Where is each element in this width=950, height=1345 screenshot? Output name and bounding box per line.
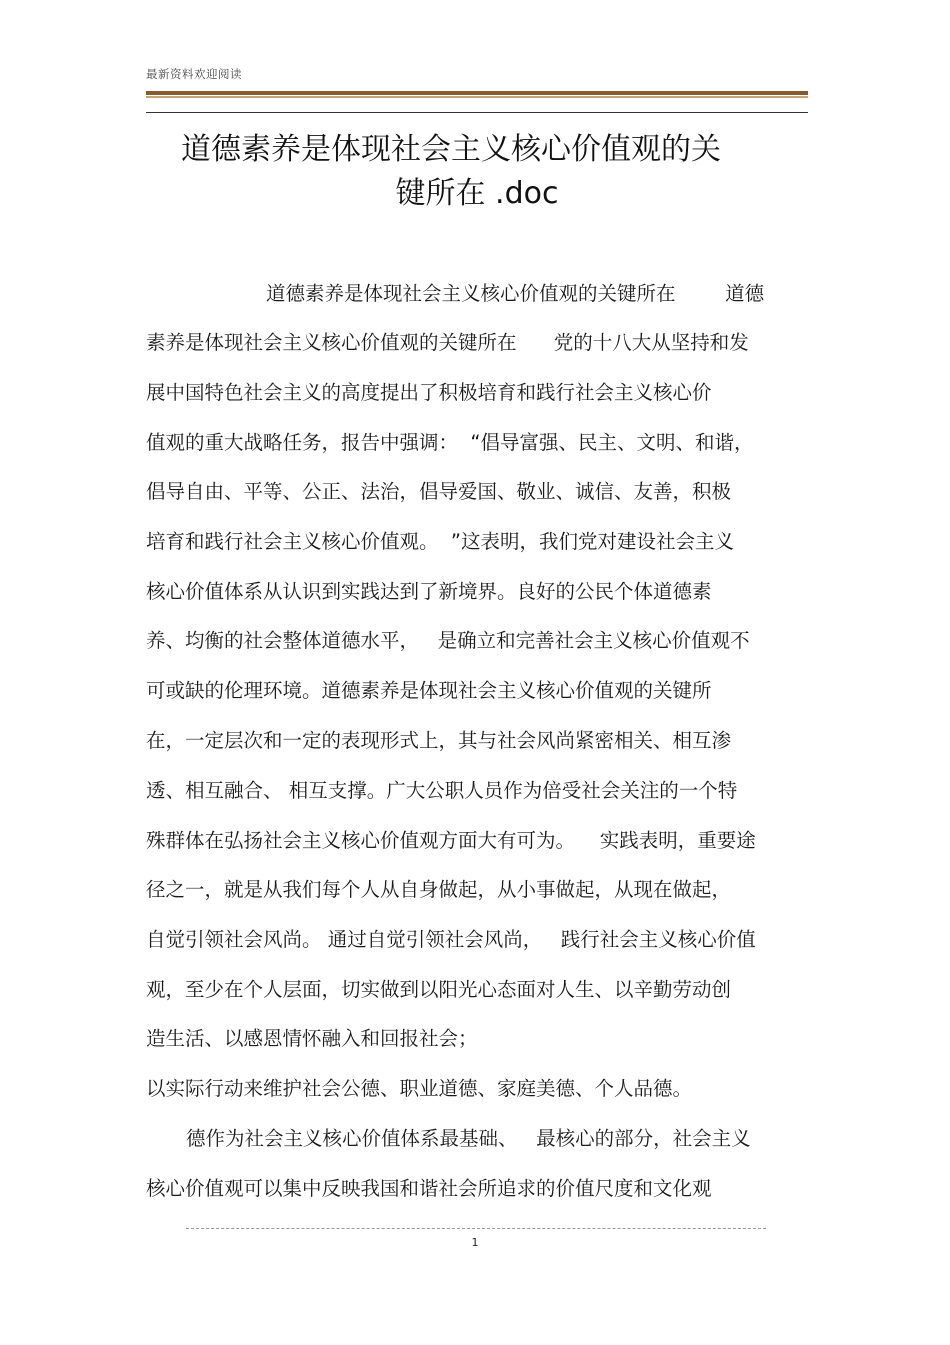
body-line: 殊群体在弘扬社会主义核心价值观方面大有可为。 实践表明，重要途 (146, 829, 756, 852)
header-rule-thick (146, 91, 808, 95)
running-header: 最新资料欢迎阅读 (146, 67, 242, 81)
body-line: 径之一，就是从我们每个人从自身做起，从小事做起，从现在做起， (146, 878, 732, 901)
header-rule-thin (146, 112, 808, 113)
document-title-line-1: 道德素养是体现社会主义核心价值观的关 (181, 132, 721, 167)
footer-rule (186, 1228, 766, 1229)
body-line: 养、均衡的社会整体道德水平， 是确立和完善社会主义核心价值观不 (146, 629, 750, 652)
body-line: 可或缺的伦理环境。道德素养是体现社会主义核心价值观的关键所 (146, 679, 712, 702)
header-rule-accent (146, 96, 808, 98)
body-line: 倡导自由、平等、公正、法治，倡导爱国、敬业、诚信、友善，积极 (146, 480, 732, 503)
body-line: 道德素养是体现社会主义核心价值观的关键所在 道德 (266, 282, 765, 305)
body-line: 自觉引领社会风尚。 通过自觉引领社会风尚， 践行社会主义核心价值 (146, 928, 756, 951)
body-line: 透、相互融合、 相互支撑。广大公职人员作为倍受社会关注的一个特 (146, 779, 738, 802)
body-line: 素养是体现社会主义核心价值观的关键所在 党的十八大从坚持和发 (146, 331, 749, 354)
body-line: 以实际行动来维护社会公德、职业道德、家庭美德、个人品德。 (146, 1077, 693, 1100)
document-title-line-2: 键所在 .doc (395, 176, 559, 211)
body-line: 在，一定层次和一定的表现形式上，其与社会风尚紧密相关、相互渗 (146, 729, 732, 752)
body-line: 展中国特色社会主义的高度提出了积极培育和践行社会主义核心价 (146, 381, 712, 404)
body-line: 核心价值观可以集中反映我国和谐社会所追求的价值尺度和文化观 (146, 1177, 712, 1200)
body-line: 造生活、以感恩情怀融入和回报社会； (146, 1027, 478, 1050)
body-line: 核心价值体系从认识到实践达到了新境界。良好的公民个体道德素 (146, 580, 712, 603)
page-number: 1 (471, 1236, 479, 1249)
body-line: 培育和践行社会主义核心价值观。 ”这表明，我们党对建设社会主义 (146, 530, 734, 553)
body-line: 德作为社会主义核心价值体系最基础、 最核心的部分，社会主义 (186, 1127, 751, 1150)
body-line: 观，至少在个人层面，切实做到以阳光心态面对人生、以辛勤劳动创 (146, 978, 732, 1001)
body-line: 值观的重大战略任务，报告中强调： “倡导富强、民主、文明、和谐， (146, 431, 754, 454)
